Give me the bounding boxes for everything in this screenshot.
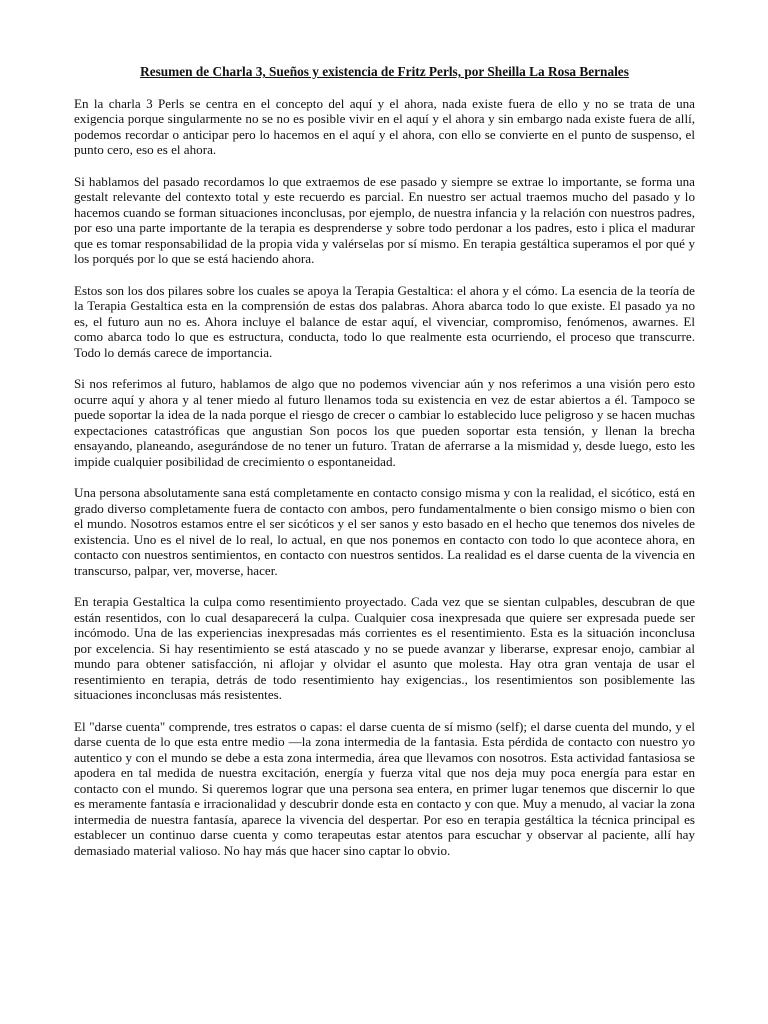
paragraph-ahora: En la charla 3 Perls se centra en el concepto del aquí y el ahora, nada existe fuera de ello y no se trata de una exigencia porque singularmente no se no es posible vivir en el aquí y el ahora y sin embargo nada existe fuera de allí, podemos recordar o anticipar pero lo hacemos en el aquí y el ahora, con ello se convierte en el punto de suspenso, el punto cero, eso es el ahora. xyxy=(74,95,695,157)
paragraph-pasado: Si hablamos del pasado recordamos lo que extraemos de ese pasado y siempre se extrae lo importante, se forma una gestalt relevante del contexto total y este recuerdo es parcial. En nuestro ser actual traemos mucho del pasado y lo hacemos cuando se forman situaciones inconclusas, por ejemplo, de nuestra infancia y la relación con nuestros padres, por eso una parte importante de la terapia es desprenderse y sobre todo perdonar a los padres, esto i plica el madurar que es tomar responsabilidad de la propia vida y valérselas por sí mismo. En terapia gestáltica superamos el por qué y los porqués por lo que se está haciendo ahora. xyxy=(74,173,695,266)
paragraph-futuro: Si nos referimos al futuro, hablamos de algo que no podemos vivenciar aún y nos referimos a una visión pero esto ocurre aquí y ahora y al tener miedo al futuro llenamos toda su existencia en vez de estar abiertos a él. Tampoco se puede soportar la idea de la nada porque el riesgo de crecer o cambiar lo establecido luce peligroso y se hacen muchas expectaciones catastróficas que angustian Son pocos los que pueden soportar esta tensión, y llenan la brecha ensayando, planeando, asegurándose de no tener un futuro. Tratan de aferrarse a la mismidad y, desde luego, esto les impide cualquier posibilidad de crecimiento o espontaneidad. xyxy=(74,376,695,469)
document-title: Resumen de Charla 3, Sueños y existencia de Fritz Perls, por Sheilla La Rosa Bernales xyxy=(140,64,629,79)
paragraph-pilares: Estos son los dos pilares sobre los cuales se apoya la Terapia Gestaltica: el ahora y el cómo. La esencia de la teoría de la Terapia Gestaltica esta en la comprensión de estas dos palabras. Ahora abarca todo lo que existe. El pasado ya no es, el futuro aun no es. Ahora incluye el balance de estar aquí, el vivenciar, compromiso, fenómenos, awarnes. El como abarca todo lo que es estructura, conducta, todo lo que realmente esta ocurriendo, el proceso que transcurre. Todo lo demás carece de importancia. xyxy=(74,282,695,360)
paragraph-culpa-resentimiento: En terapia Gestaltica la culpa como resentimiento proyectado. Cada vez que se sientan culpables, descubran de que están resentidos, con lo cual desaparecerá la culpa. Cualquier cosa inexpresada que quiere ser expresada puede ser incómodo. Una de las experiencias inexpresadas más corrientes es el resentimiento. Esta es la situación inconclusa por excelencia. Si hay resentimiento se está atascado y no se puede avanzar y liberarse, expresar enojo, cambiar al mundo para obtener satisfacción, ni aflojar y olvidar el asunto que molesta. Hay otra gran ventaja de usar el resentimiento en terapia, detrás de todo resentimiento hay exigencias., los resentimientos son posiblemente las situaciones inconclusas más resistentes. xyxy=(74,594,695,702)
document-page xyxy=(74,64,695,874)
paragraph-darse-cuenta: El "darse cuenta" comprende, tres estratos o capas: el darse cuenta de sí mismo (self); el darse cuenta del mundo, y el darse cuenta de lo que esta entre medio —la zona intermedia de la fantasia. Esta pérdida de contacto con nuestro yo autentico y con el mundo se debe a esta zona intermedia, área que llevamos con nosotros. Esta actividad fantasiosa se apodera en tal medida de nuestra excitación, energía y fuerza vital que nos deja muy poca energía para estar en contacto con el mundo. Si queremos lograr que una persona sea entera, en primer lugar tenemos que discernir lo que es meramente fantasía e irracionalidad y descubrir donde esta en contacto y con que. Muy a menudo, al vaciar la zona intermedia de nuestra fantasía, aparece la vivencia del despertar. Por eso en terapia gestáltica la técnica principal es establecer un continuo darse cuenta y como terapeutas estar atentos para escuchar y observar al paciente, allí hay demasiado material valioso. No hay más que hacer sino captar lo obvio. xyxy=(74,718,695,858)
paragraph-persona-sana: Una persona absolutamente sana está completamente en contacto consigo misma y con la realidad, el sicótico, está en grado diverso completamente fuera de contacto con ambos, pero fundamentalmente o bien consigo mismo o bien con el mundo. Nosotros estamos entre el ser sicóticos y el ser sanos y esto basado en el hecho que tenemos dos niveles de existencia. Uno es el nivel de lo real, lo actual, en que nos ponemos en contacto con todo lo que acontece ahora, en contacto con nuestros sentimientos, en contacto con nuestros sentidos. La realidad es el darse cuenta de la vivencia en transcurso, palpar, ver, moverse, hacer. xyxy=(74,485,695,578)
